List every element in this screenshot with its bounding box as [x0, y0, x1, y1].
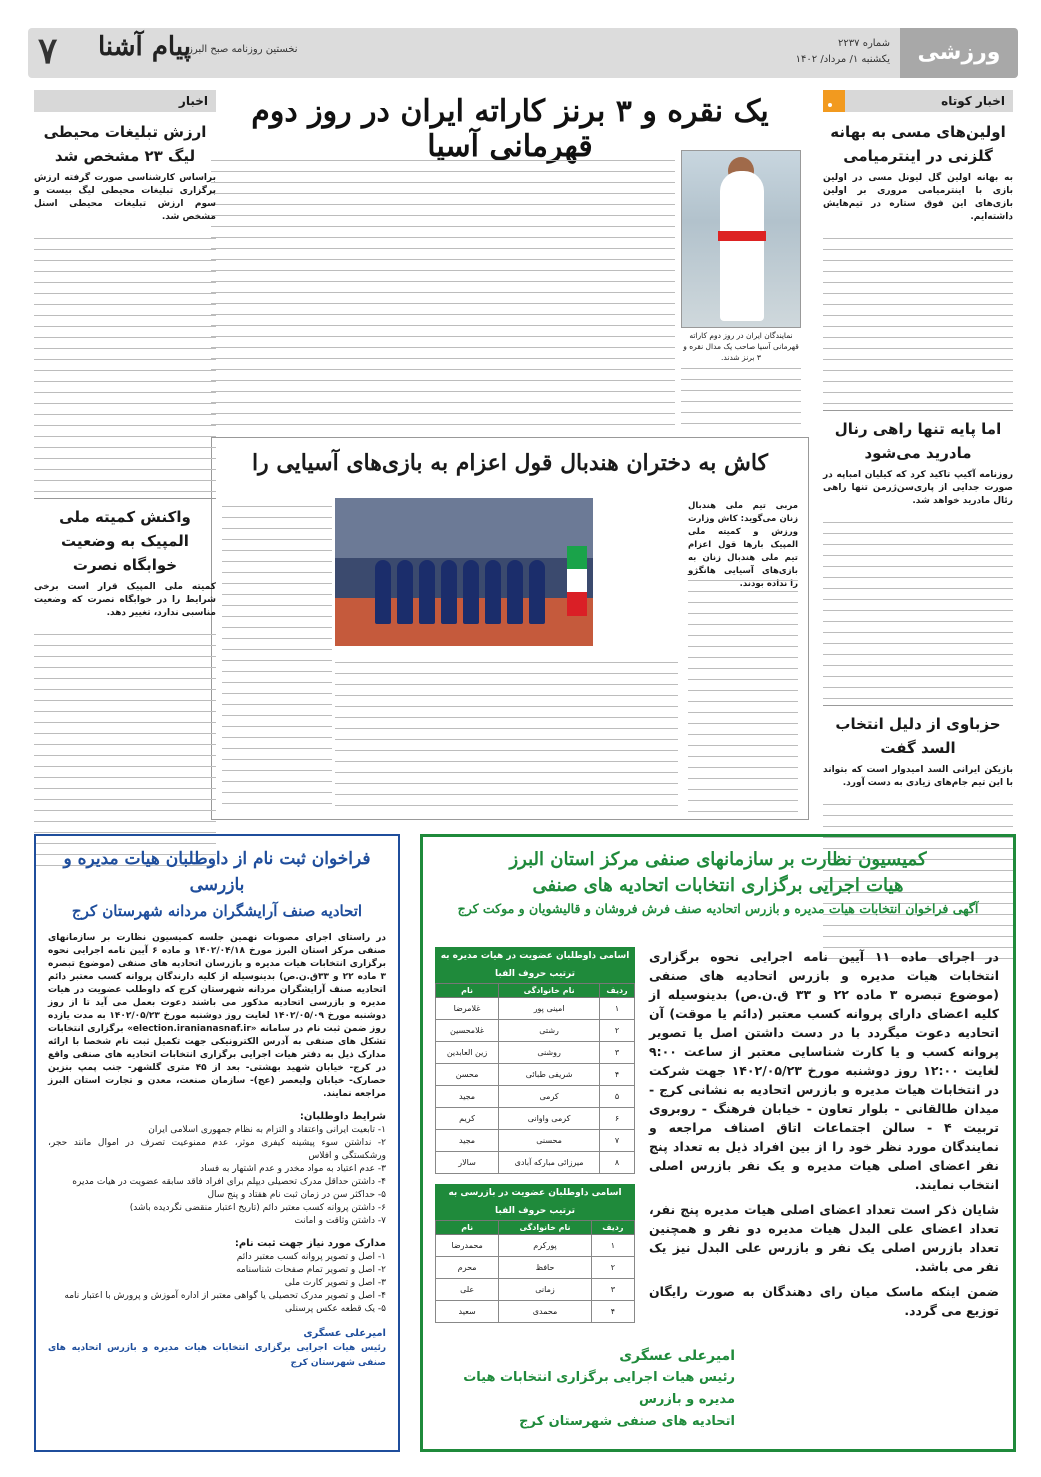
cell-name: سعید: [436, 1301, 499, 1323]
handball-body-col1: [688, 570, 798, 812]
ad-title-line2: هیات اجرایی برگزاری انتخابات اتحادیه های صنفی: [532, 875, 904, 896]
ad-body: در اجرای ماده ۱۱ آیین نامه اجرایی نحوه برگزاری انتخابات هیات مدیره و بازرس اتحادیه های صنفی (موضوع تبصره ۳ ماده ۲۲ و ۳۳ ق.ن.ص) بدینوسیله از کلیه اعضای دارای پروانه کسب معتبر (دائم یا موقت) آن اتحادیه دعوت میگردد با در دست داشتن اصل یا تصویر پروانه کسب و یا کارت شناسایی معتبر از ساعت ۹:۰۰ لغایت ۱۲:۰۰ روز دوشنبه مورخ ۱۴۰۲/۰۵/۲۳ جهت شرکت در انتخابات هیات مدیره و بازرس اتحادیه به نشانی کرج - میدان طالقانی - بلوار تعاون - خیابان فرهنگ - روبروی تربیت ۴ - سالن اجتماعات اتاق اصناف مراجعه و نمایندگان مورد نظر خود را از بین افراد ذیل به تعداد پنج نفر اعضای اصلی هیات مدیره و یک نفر بازرس اصلی انتخاب نمایند.: [649, 949, 999, 1192]
ad-subtitle: آگهی فراخوان انتخابات هیات مدیره و بازرس اتحادیه صنف فرش فروشان و قالیشویان و موکت کرج: [457, 901, 979, 916]
main-story-body: [211, 150, 675, 426]
news-lead-ads: براساس کارشناسی صورت گرفته ارزش برگزاری تبلیغات محیطی لیگ بیست و سوم ارزش تبلیغات محیطی اسنل مشخص شد.: [34, 173, 216, 222]
divider: [823, 705, 1013, 706]
cell-name: محمدرضا: [436, 1235, 499, 1257]
short-news-column: [823, 90, 1013, 820]
ad-body-block: [649, 947, 999, 1320]
ad-title-line1: کمیسیون نظارت بر سازمانهای صنفی مرکز استان البرز: [509, 849, 927, 870]
cell-family: کرمی واوانی: [499, 1108, 600, 1130]
divider: [823, 410, 1013, 411]
cell-row: ۴: [600, 1064, 635, 1086]
cell-name: مجید: [436, 1086, 499, 1108]
short-news-header: [823, 90, 1013, 112]
handball-headline: کاش به دختران هندبال قول اعزام به بازی‌های آسیایی را: [251, 450, 769, 476]
ad-signature-title-2: اتحادیه های صنفی شهرستان کرج: [519, 1414, 735, 1429]
cell-row: ۷: [600, 1130, 635, 1152]
cell-row: ۸: [600, 1152, 635, 1174]
news-column-left: [34, 90, 216, 820]
col-name: نام: [436, 984, 499, 998]
news-lead-hazbavi: بازیکن ایرانی السد امیدوار است که بتواند با این تیم جام‌های زیادی به دست آورد.: [823, 765, 1013, 788]
issue-date: یکشنبه ۱/ مرداد/ ۱۴۰۲: [795, 54, 890, 65]
cell-row: ۳: [591, 1279, 634, 1301]
news-body-mbappe: [823, 512, 1013, 699]
section-label: ورزشی: [900, 28, 1018, 78]
condition-item: ۴- داشتن حداقل مدرک تحصیلی دیپلم برای افراد فاقد سابقه عضویت در هیات مدیره: [72, 1177, 386, 1187]
cell-family: رشتی: [499, 1020, 600, 1042]
newspaper-logo: پیام آشنا: [98, 32, 191, 62]
cell-family: روشنی: [499, 1042, 600, 1064]
cell-row: ۲: [600, 1020, 635, 1042]
table-header-row: [436, 1221, 635, 1235]
ad-body: در راستای اجرای مصوبات نهمین جلسه کمیسیون نظارت بر سازمانهای صنفی مرکز استان البرز مورخ ۱۴۰۲/۰۴/۱۸ و ماده ۶ آیین نامه اجرایی نحوه برگزاری انتخابات هیات مدیره و بازرسان اتحادیه های صنفی (موضوع تبصره ۳ ماده ۲۲ و ۳۳ق.ن.ص) بدینوسیله از کلیه دارندگان پروانه کسب معتبر دائم اتحادیه صنف آرایشگران مردانه شهرستان کرج که داوطلب عضویت در هیات مدیره و بازرسی اتحادیه مذکور می باشند دعوت بعمل می آید تا از روز دوشنبه مورخ ۱۴۰۲/۰۵/۰۹ لغایت روز دوشنبه مورخ ۱۴۰۲/۰۵/۲۳ به مدت یازده روز ضمن ثبت نام در سامانه «election.iranianasnaf.ir» برگزاری انتخابات تشکل های صنفی به آدرس الکترونیکی جهت تکمیل ثبت نام شخصا با ارائه مدارک ذیل به دفتر هیات اجرایی برگزاری انتخابات اتحادیه های صنفی واقع در کرج- خیابان شهید بهشتی- بعد از ۴۵ متری گلشهر- جنب پمپ بنزین حصارک- خیابان ولیعصر (عج)- سازمان صنعت، معدن و تجارت استان البرز مراجعه نمایند.: [48, 933, 386, 1099]
cell-family: پورکرم: [499, 1235, 591, 1257]
player-figure: [419, 560, 435, 624]
cell-row: ۱: [591, 1235, 634, 1257]
cell-row: ۵: [600, 1086, 635, 1108]
news-title-hazbavi: حزباوی از دلیل انتخاب السد گفت: [835, 715, 1001, 757]
cell-name: زین العابدین: [436, 1042, 499, 1064]
athlete-figure: [720, 171, 764, 321]
table-row: [436, 1042, 635, 1064]
player-figure: [485, 560, 501, 624]
short-news-label: اخبار کوتاه: [941, 94, 1005, 108]
cell-family: امینی پور: [499, 998, 600, 1020]
candidate-tables: [435, 947, 635, 1323]
news-title-mbappe: اما پایه تنها راهی رنال مادرید می‌شود: [834, 420, 1002, 462]
doc-item: ۵- یک قطعه عکس پرسنلی: [285, 1304, 386, 1314]
cell-name: محسن: [436, 1064, 499, 1086]
doc-item: ۴- اصل و تصویر مدرک تحصیلی یا گواهی معتبر از اداره آموزش و پرورش با اعتبار نامه: [64, 1291, 386, 1301]
cell-family: شریفی طبائی: [499, 1064, 600, 1086]
news-title-ads: ارزش تبلیغات محیطی لیگ ۲۳ مشخص شد: [43, 123, 207, 165]
doc-item: ۳- اصل و تصویر کارت ملی: [284, 1278, 386, 1288]
cell-family: میرزائی مبارکه آبادی: [499, 1152, 600, 1174]
table-row: [436, 1086, 635, 1108]
board-candidates-table: [435, 983, 635, 1174]
issue-number: شماره ۲۲۳۷: [838, 38, 890, 49]
condition-item: ۱- تابعیت ایرانی واعتقاد و التزام به نظام جمهوری اسلامی ایران: [148, 1125, 386, 1135]
ad-body-3: ضمن اینکه ماسک میان رای دهندگان به صورت رایگان توزیع می گردد.: [649, 1284, 999, 1318]
main-story-body-col1: [681, 358, 801, 424]
handball-team-photo: [335, 498, 593, 646]
col-row: ردیف: [600, 984, 635, 998]
news-title-dorm: واکنش کمیته ملی المپیک به وضعیت خوابگاه نصرت: [59, 508, 191, 574]
news-header: اخبار: [34, 90, 216, 112]
cell-name: غلامرضا: [436, 998, 499, 1020]
news-title-messi: اولین‌های مسی به بهانه گلزنی در اینترمیامی: [830, 123, 1006, 165]
divider: [34, 498, 216, 499]
news-body-messi: [823, 228, 1013, 404]
handball-body-main: [335, 652, 678, 812]
ad-body-2: شایان ذکر است تعداد اعضای اصلی هیات مدیره پنج نفر، تعداد اعضای علی البدل هیات مدیره دو نفر و همچنین تعداد بازرس اصلی یک نفر و بازرس علی البدل نیز یک نفر می باشد.: [649, 1202, 999, 1274]
rss-icon: [823, 90, 845, 112]
table-row: [436, 1301, 635, 1323]
tagline: نخستین روزنامه صبح البرز: [188, 44, 298, 55]
handball-lead: مربی تیم ملی هندبال زنان می‌گوید: کاش وزارت ورزش و کمیته ملی المپیک بارها قول اعزام تیم ملی هندبال زنان به بازی‌های آسیایی هانگژو را نداده بودند.: [688, 501, 798, 589]
player-figure: [375, 560, 391, 624]
ad-signature: [435, 1345, 735, 1433]
cell-family: حافظ: [499, 1257, 591, 1279]
table-row: [436, 1279, 635, 1301]
table-row: [436, 1020, 635, 1042]
table-row: [436, 1064, 635, 1086]
news-body-ads: [34, 228, 216, 492]
condition-item: ۷- داشتن وثاقت و امانت: [294, 1216, 386, 1226]
table-row: [436, 1235, 635, 1257]
condition-item: ۲- نداشتن سوء پیشینه کیفری موثر، عدم ممنوعیت تصرف در اموال مانند حجر، ورشکستگی و افلاس: [48, 1138, 386, 1161]
main-headline: یک نقره و ۳ برنز کاراته ایران در روز دوم قهرمانی آسیا: [251, 94, 769, 164]
cell-row: ۱: [600, 998, 635, 1020]
condition-item: ۳- عدم اعتیاد به مواد مخدر و عدم اشتهار به فساد: [200, 1164, 386, 1174]
table-row: [436, 1257, 635, 1279]
inspector-table-title: اسامی داوطلبان عضویت در بازرسی به ترتیب حروف الفبا: [435, 1184, 635, 1220]
cell-row: ۲: [591, 1257, 634, 1279]
table-row: [436, 1108, 635, 1130]
doc-item: ۱- اصل و تصویر پروانه کسب معتبر دائم: [236, 1252, 386, 1262]
conditions-title: شرایط داوطلبان:: [299, 1111, 386, 1122]
news-body-dorm: [34, 624, 216, 866]
inspector-candidates-table: [435, 1220, 635, 1323]
player-figure: [397, 560, 413, 624]
cell-name: مجید: [436, 1130, 499, 1152]
ad-signature-title-1: رئیس هیات اجرایی برگزاری انتخابات هیات مدیره و بازرس: [463, 1370, 735, 1407]
col-family: نام خانوادگی: [499, 1221, 591, 1235]
table-row: [436, 1130, 635, 1152]
cell-name: سالار: [436, 1152, 499, 1174]
handball-story-box: [211, 437, 809, 820]
cell-family: محمدی: [499, 1301, 591, 1323]
news-lead-messi: به بهانه اولین گل لیونل مسی در اولین بازی با اینترمیامی مروری بر اولین بازی‌های این فوق ستاره در تیم‌هایش داشته‌ایم.: [823, 173, 1013, 222]
ad-barbers-union: [34, 834, 400, 1452]
ad-signature-title: رئیس هیات اجرایی برگزاری انتخابات هیات مدیره و بازرس اتحادیه های صنفی شهرستان کرج: [48, 1343, 386, 1368]
iran-flag: [567, 546, 587, 616]
arena-stands: [335, 498, 593, 558]
table-header-row: [436, 984, 635, 998]
cell-name: غلامحسین: [436, 1020, 499, 1042]
cell-row: ۳: [600, 1042, 635, 1064]
condition-item: ۵- حداکثر سن در زمان ثبت نام هفتاد و پنج سال: [207, 1190, 386, 1200]
masthead: [28, 28, 1018, 78]
cell-family: زمانی: [499, 1279, 591, 1301]
cell-row: ۴: [591, 1301, 634, 1323]
cell-name: کریم: [436, 1108, 499, 1130]
cell-family: محسنی: [499, 1130, 600, 1152]
cell-name: محرم: [436, 1257, 499, 1279]
col-row: ردیف: [591, 1221, 634, 1235]
player-figure: [507, 560, 523, 624]
table-row: [436, 1152, 635, 1174]
page-number: ۷: [38, 30, 58, 72]
player-figure: [441, 560, 457, 624]
cell-row: ۶: [600, 1108, 635, 1130]
ad-signature-name: امیرعلی عسگری: [619, 1348, 735, 1364]
news-lead-dorm: کمیته ملی المپیک قرار است برخی شرایط را در خوابگاه نصرت که وضعیت مناسبی ندارد، تغییر دهد.: [34, 582, 216, 618]
ad-title-line1: فراخوان ثبت نام از داوطلبان هیات مدیره و بازرسی: [63, 849, 371, 895]
handball-body-col4: [222, 496, 332, 812]
condition-item: ۶- داشتن پروانه کسب معتبر دائم (تاریخ اعتبار منقضی نگردیده باشد): [129, 1203, 386, 1213]
ad-title-line2: اتحادیه صنف آرایشگران مردانه شهرستان کرج: [71, 902, 363, 920]
doc-item: ۲- اصل و تصویر تمام صفحات شناسنامه: [236, 1265, 386, 1275]
news-lead-mbappe: روزنامه آکیپ تاکید کرد که کیلیان امباپه در صورت جدایی از پاری‌سن‌ژرمن تنها راهی رئال مادرید خواهد شد.: [823, 470, 1013, 506]
player-figure: [463, 560, 479, 624]
player-figure: [529, 560, 545, 624]
docs-title: مدارک مورد نیاز جهت ثبت نام:: [234, 1238, 386, 1249]
board-table-title: اسامی داوطلبان عضویت در هیات مدیره به ترتیب حروف الفبا: [435, 947, 635, 983]
table-row: [436, 998, 635, 1020]
cell-family: کرمی: [499, 1086, 600, 1108]
cell-name: علی: [436, 1279, 499, 1301]
ad-signature-name: امیرعلی عسگری: [303, 1328, 386, 1339]
karate-photo-caption: نمایندگان ایران در روز دوم کاراته قهرمانی آسیا صاحب یک مدال نقره و ۳ برنز شدند.: [683, 331, 799, 362]
col-family: نام خانوادگی: [499, 984, 600, 998]
athlete-belt: [718, 231, 766, 241]
col-name: نام: [436, 1221, 499, 1235]
ad-carpet-union: [420, 834, 1016, 1452]
issue-info: [796, 36, 890, 68]
karate-photo: [681, 150, 801, 328]
